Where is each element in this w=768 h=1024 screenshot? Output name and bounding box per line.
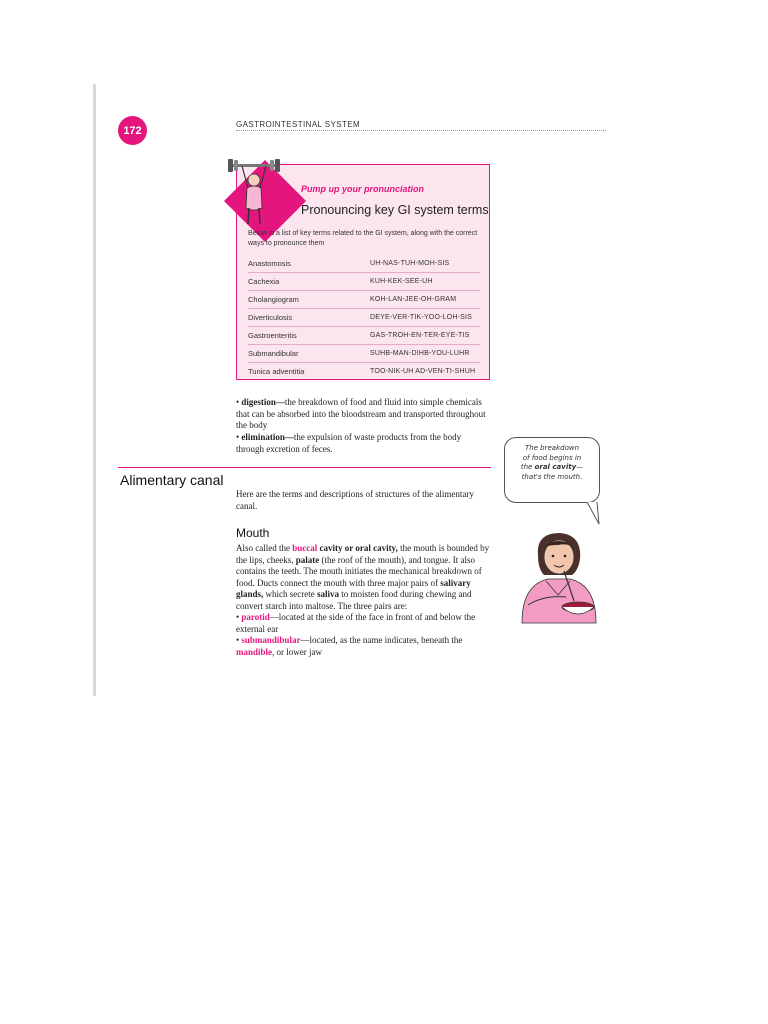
- bullet-term: digestion—: [241, 397, 285, 407]
- text: —: [576, 463, 584, 471]
- table-row: [248, 273, 480, 291]
- page-number: 172: [123, 124, 142, 137]
- term: Cholangiogram: [248, 295, 299, 304]
- speech-bubble: [504, 437, 600, 503]
- text: the: [520, 463, 535, 471]
- term: Cachexia: [248, 277, 280, 286]
- weightlifter-icon: [228, 158, 280, 228]
- term-saliva: saliva: [317, 589, 340, 599]
- pronunciation: UH-NAS-TUH-MOH-SIS: [370, 260, 450, 267]
- term: Diverticulosis: [248, 313, 293, 322]
- bullet-text: the expulsion of waste products from the body through excretion of feces.: [236, 432, 462, 454]
- term-mandible: mandible: [236, 646, 273, 657]
- bullet-text: the breakdown of food and fluid into simple chemicals that can be absorbed into the bloodstream and transported throughout the body: [236, 397, 486, 430]
- text: the mouth is bounded by the lips, cheeks,: [236, 543, 490, 565]
- table-row: [248, 327, 480, 345]
- pronunciation: GAS-TROH-EN-TER-EYE-TIS: [370, 332, 470, 339]
- term: Submandibular: [248, 349, 299, 358]
- section-title: Alimentary canal: [120, 472, 224, 488]
- bubble-line: of food begins in: [522, 453, 582, 462]
- term-salivary-glands: salivary glands,: [236, 577, 471, 599]
- term: Anastomosis: [248, 259, 291, 268]
- box-title: Pronouncing key GI system terms: [301, 203, 489, 217]
- box-intro: Below is a list of key terms related to the GI system, along with the correct ways to pronounce them: [248, 230, 478, 247]
- text: —located at the side of the face in front of and below the external ear: [236, 612, 476, 634]
- page-number-badge: [118, 116, 147, 145]
- bubble-line: The breakdown: [524, 444, 580, 452]
- text: to moisten food during chewing and convert starch into maltose. The three pairs are:: [236, 589, 472, 611]
- table-row: [248, 309, 480, 327]
- bullet-term: elimination—: [241, 432, 294, 442]
- pronunciation: DEYE-VER-TIK-YOO-LOH-SIS: [370, 314, 473, 321]
- table-row: [248, 345, 480, 363]
- text: (the roof of the mouth), and tongue. It also contains the teeth. The mouth initiates the mechanical breakdown of food. Ducts connect the mouth with three major pairs of: [236, 554, 482, 588]
- pronunciation: KOH-LAN-JEE-OH-GRAM: [370, 296, 457, 303]
- pronunciation: SUHB-MAN-DIHB-YOU-LUHR: [370, 350, 470, 357]
- bullet-elimination: • elimination—the expulsion of waste products from the body through excretion of feces.: [236, 432, 462, 454]
- term-parotid: parotid: [241, 612, 270, 622]
- term-submandibular: submandibular: [241, 635, 301, 645]
- bubble-term: oral cavity: [534, 463, 577, 471]
- text: Also called the: [236, 543, 293, 553]
- table-row: [248, 363, 480, 380]
- term-oral-cavity: cavity or oral cavity,: [317, 543, 398, 553]
- page-margin-rule: [93, 84, 96, 696]
- subsection-title: Mouth: [236, 526, 270, 540]
- section-rule: [118, 467, 491, 468]
- bubble-line: [509, 463, 595, 473]
- box-kicker: Pump up your pronunciation: [301, 184, 424, 194]
- pronunciation: KUH-KEK-SEE-UH: [370, 278, 433, 285]
- term: Gastroenteritis: [248, 331, 297, 340]
- text: , or lower jaw: [272, 646, 322, 657]
- speech-bubble-tail: [585, 500, 605, 526]
- section-intro: Here are the terms and descriptions of structures of the alimentary canal.: [236, 489, 474, 511]
- bullet-digestion: • digestion—the breakdown of food and fluid into simple chemicals that can be absorbed into the bloodstream and transported throughout the body: [236, 397, 486, 430]
- table-row: [248, 291, 480, 309]
- term: Tunica adventitia: [248, 367, 305, 376]
- running-head: GASTROINTESTINAL SYSTEM: [236, 120, 361, 129]
- term-buccal: buccal: [292, 543, 318, 553]
- text: —located, as the name indicates, beneath the: [300, 635, 463, 645]
- pronunciation-table: [248, 255, 480, 380]
- running-head-rule: [236, 130, 606, 131]
- table-row: [248, 255, 480, 273]
- mouth-paragraph: Also called the buccal cavity or oral cavity, the mouth is bounded by the lips, cheeks, palate (the roof of the mouth), and tongue. It also contains the teeth. The mouth initiates the mechanical breakdown of food. Ducts connect the mouth with three major pairs of salivary glands, which secrete saliva to moisten food during chewing and convert starch into maltose. The three pairs are: • parotid—located at the side of the face in front of and below the external ear • submandibular—located, as the name indicates, beneath the mandible, or lower jaw: [236, 543, 490, 657]
- text: which secrete: [263, 589, 317, 599]
- woman-eating-illustration: [508, 525, 608, 625]
- term-palate: palate: [295, 554, 320, 565]
- bubble-line: that's the mouth.: [521, 472, 583, 481]
- pronunciation: TOO-NIK-UH AD-VEN-TI-SHUH: [370, 368, 476, 375]
